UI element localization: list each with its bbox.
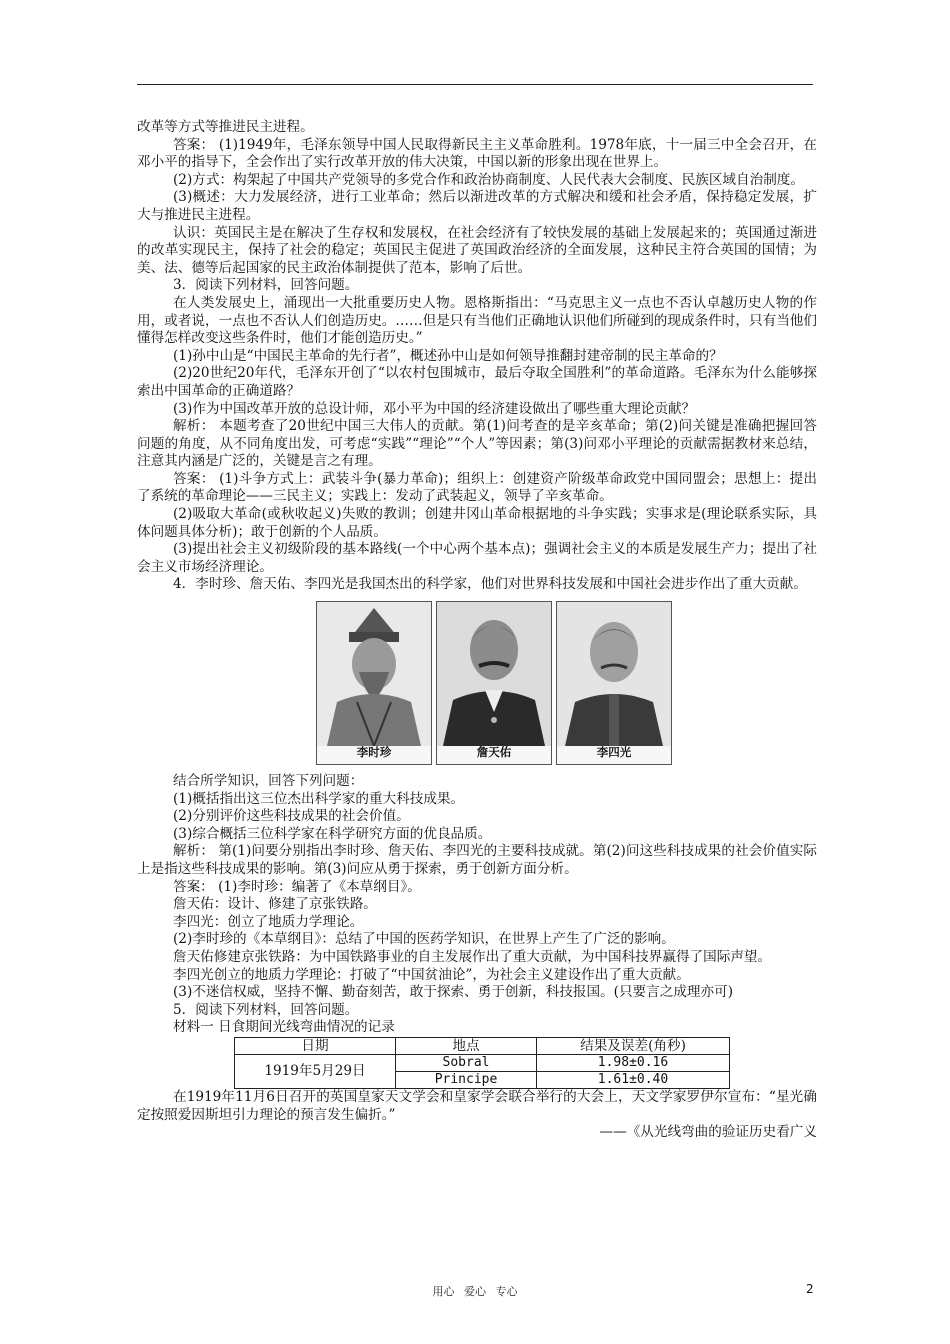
paragraph: (2)20世纪20年代，毛泽东开创了“以农村包围城市，最后夺取全国胜利”的革命道路。毛泽东为什么能够探索出中国革命的正确道路？ [137,365,817,399]
paragraph: 答案： (1)1949年，毛泽东领导中国人民取得新民主主义革命胜利。1978年底，十一届三中全会召开，在邓小平的指导下，全会作出了实行改革开放的伟大决策，中国以新的形象出现在世界上。 [137,136,817,171]
portrait-icon [437,602,551,746]
paragraph: (2)吸取大革命(或秋收起义)失败的教训；创建井冈山革命根据地的斗争实践；实事求是(理论联系实际，具体问题具体分析)；敢于创新的个人品质。 [137,506,817,540]
paragraph: 4．李时珍、詹天佑、李四光是我国杰出的科学家，他们对世界科技发展和中国社会进步作出了重大贡献。 [173,576,807,593]
paragraph: (3)综合概括三位科学家在科学研究方面的优良品质。 [173,825,492,842]
table-header: 结果及误差(角秒) [537,1037,730,1054]
paragraph: (2)方式：构架起了中国共产党领导的多党合作和政治协商制度、人民代表大会制度、民族区域自治制度。 [173,171,804,188]
paragraph: (1)孙中山是“中国民主革命的先行者”，概述孙中山是如何领导推翻封建帝制的民主革命的？ [173,347,723,364]
paragraph: 李四光创立的地质力学理论：打破了“中国贫油论”，为社会主义建设作出了重大贡献。 [173,966,690,983]
paragraph: 答案： (1)李时珍：编著了《本草纲目》。 [173,878,421,895]
page-number: 2 [806,1282,814,1296]
paragraph: (2)李时珍的《本草纲目》：总结了中国的医药学知识，在世界上产生了广泛的影响。 [173,931,675,948]
photo-caption: 李时珍 [356,745,392,760]
table-cell-place: Sobral [396,1054,537,1071]
table-row [235,1054,730,1071]
scientist-photos [137,601,817,767]
table-cell-place: Principe [396,1071,537,1088]
paragraph: 5．阅读下列材料，回答问题。 [173,1001,359,1018]
table-cell-result: 1.98±0.16 [537,1054,730,1071]
paragraph: (3)作为中国改革开放的总设计师，邓小平为中国的经济建设做出了哪些重大理论贡献？ [173,400,696,417]
paragraph: (1)概括指出这三位杰出科学家的重大科技成果。 [173,790,465,807]
photo-caption: 詹天佑 [476,745,512,760]
question-4-section [137,773,817,1037]
header-rule [137,84,813,85]
table-cell-result: 1.61±0.40 [537,1071,730,1088]
paragraph: (3)概述：大力发展经济，进行工业革命；然后以渐进改革的方式解决和缓和社会矛盾，保持稳定发展，扩大与推进民主进程。 [137,189,817,223]
paragraph: 答案： (1)斗争方式上：武装斗争(暴力革命)；组织上：创建资产阶级革命政党中国同盟会；思想上：提出了系统的革命理论——三民主义；实践上：发动了武装起义，领导了辛亥革命。 [137,470,817,505]
paragraph: 结合所学知识，回答下列问题： [173,773,364,790]
table-header: 日期 [235,1037,396,1054]
photo-zhan-tianyou [436,601,552,765]
paragraph: 詹天佑：设计、修建了京张铁路。 [173,896,377,913]
paragraph: 解析： 本题考查了20世纪中国三大伟人的贡献。第(1)问考查的是辛亥革命；第(2)问关键是准确把握回答问题的角度，从不同角度出发，可考虑“实践”“理论”“个人”等因素；第(3)问邓小平理论的贡献需据教材来总结，注意其内涵是广泛的，关键是言之有理。 [137,418,817,470]
table-header-row [235,1037,730,1054]
table-header: 地点 [396,1037,537,1054]
paragraph: (2)分别评价这些科技成果的社会价值。 [173,808,410,825]
portrait-icon [557,602,671,746]
paragraph: 解析： 第(1)问要分别指出李时珍、詹天佑、李四光的主要科技成就。第(2)问这些科技成果的社会价值实际上是指这些科技成果的影响。第(3)问应从勇于探索，勇于创新方面分析。 [137,843,817,877]
paragraph: 李四光：创立了地质力学理论。 [173,913,364,930]
portrait-icon [317,602,431,746]
photo-li-shizhen [316,601,432,765]
paragraph: 认识：英国民主是在解决了生存权和发展权，在社会经济有了较快发展的基础上发展起来的；英国通过渐进的改革实现民主，保持了社会的稳定；英国民主促进了英国政治经济的全面发展，这种民主符合英国的国情；为美、法、德等后起国家的民主政治体制提供了范本，影响了后世。 [137,224,817,276]
photo-li-siguang [556,601,672,765]
paragraph: 材料一 日食期间光线弯曲情况的记录 [173,1019,395,1036]
answer-section-top [137,119,817,594]
source-line: ——《从光线弯曲的验证历史看广义 [599,1124,817,1141]
material-section [137,1089,817,1124]
paragraph: 詹天佑修建京张铁路：为中国铁路事业的自主发展作出了重大贡献，为中国科技界赢得了国际声望。 [173,948,772,965]
page-footer: 用心 爱心 专心 [432,1285,518,1298]
paragraph: 3．阅读下列材料，回答问题。 [173,277,359,294]
paragraph: 改革等方式等推进民主进程。 [137,119,314,135]
eclipse-table [234,1037,730,1089]
paragraph: 在1919年11月6日召开的英国皇家天文学会和皇家学会联合举行的大会上，天文学家罗伊尔宣布：“星光确定按照爱因斯坦引力理论的预言发生偏折。” [137,1088,817,1123]
photo-caption: 李四光 [596,745,632,760]
page-body [137,119,817,1142]
paragraph: 在人类发展史上，涌现出一大批重要历史人物。恩格斯指出：“马克思主义一点也不否认卓越历史人物的作用，或者说，一点也不否认人们创造历史。……但是只有当他们正确地认识他们所碰到的现成条件时，只有当他们懂得怎样改变这些条件时，他们才能创造历史。” [137,294,817,347]
paragraph: (3)提出社会主义初级阶段的基本路线(一个中心两个基本点)；强调社会主义的本质是发展生产力；提出了社会主义市场经济理论。 [137,541,817,575]
table-cell-date: 1919年5月29日 [235,1054,396,1088]
paragraph: (3)不迷信权威，坚持不懈、勤奋刻苦，敢于探索、勇于创新，科技报国。(只要言之成理亦可) [173,984,734,1001]
